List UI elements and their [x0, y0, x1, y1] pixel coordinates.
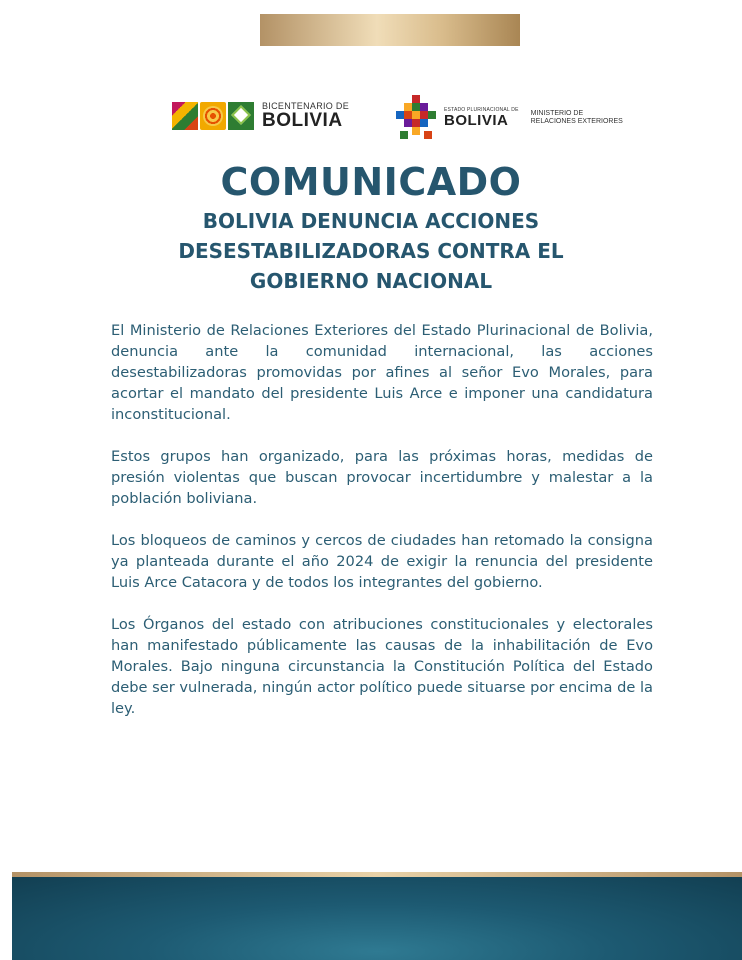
communique-body: [111, 320, 653, 740]
bicentenario-tile-icon: [172, 102, 198, 130]
ministerio-line-1: MINISTERIO DE: [530, 110, 584, 118]
ministerio-line-2: RELACIONES EXTERIORES: [530, 118, 623, 125]
paragraph-3: Los bloqueos de caminos y cercos de ciudades han retomado la consigna ya planteada durante el año 2024 de exigir la renuncia del presidente Luis Arce Catacora y de todos los integrantes del gobierno.: [111, 532, 653, 591]
ministerio-label: [531, 110, 623, 125]
sun-tile-icon: [200, 102, 226, 130]
page-title: COMUNICADO: [220, 160, 522, 204]
estado-small-text: ESTADO PLURINACIONAL DE: [444, 107, 519, 113]
estado-big-text: BOLIVIA: [444, 112, 509, 129]
paragraph-4: Los Órganos del estado con atribuciones constitucionales y electorales han manifestado públicamente las causas de la inhabilitación de Evo Morales. Bajo ninguna circunstancia la Constitución Política del Estado debe ser vulnerada, ningún actor político puede situarse por encima de la ley.: [111, 616, 653, 717]
bicentenario-logo: [172, 100, 349, 132]
page-subtitle: BOLIVIA DENUNCIA ACCIONES DESESTABILIZADORAS CONTRA EL GOBIERNO NACIONAL: [178, 209, 564, 293]
paragraph-2: Estos grupos han organizado, para las próximas horas, medidas de presión violentas que buscan provocar incertidumbre y malestar a la población boliviana.: [111, 448, 653, 507]
paragraph-1: El Ministerio de Relaciones Exteriores del Estado Plurinacional de Bolivia, denuncia ante la comunidad internacional, las acciones desestabilizadoras promovidas por afines al señor Evo Morales, para acortar el mandato del presidente Luis Arce e imponer una candidatura inconstitucional.: [111, 322, 653, 423]
estado-plurinacional-logo: [394, 94, 623, 142]
bicentenario-small-text: BICENTENARIO DE: [262, 101, 350, 111]
bicentenario-big-text: BOLIVIA: [262, 110, 343, 131]
diamond-tile-icon: [228, 102, 254, 130]
top-gold-banner: [260, 14, 520, 46]
footer-band: [12, 877, 742, 960]
plurinational-emblem-icon: [394, 95, 438, 141]
